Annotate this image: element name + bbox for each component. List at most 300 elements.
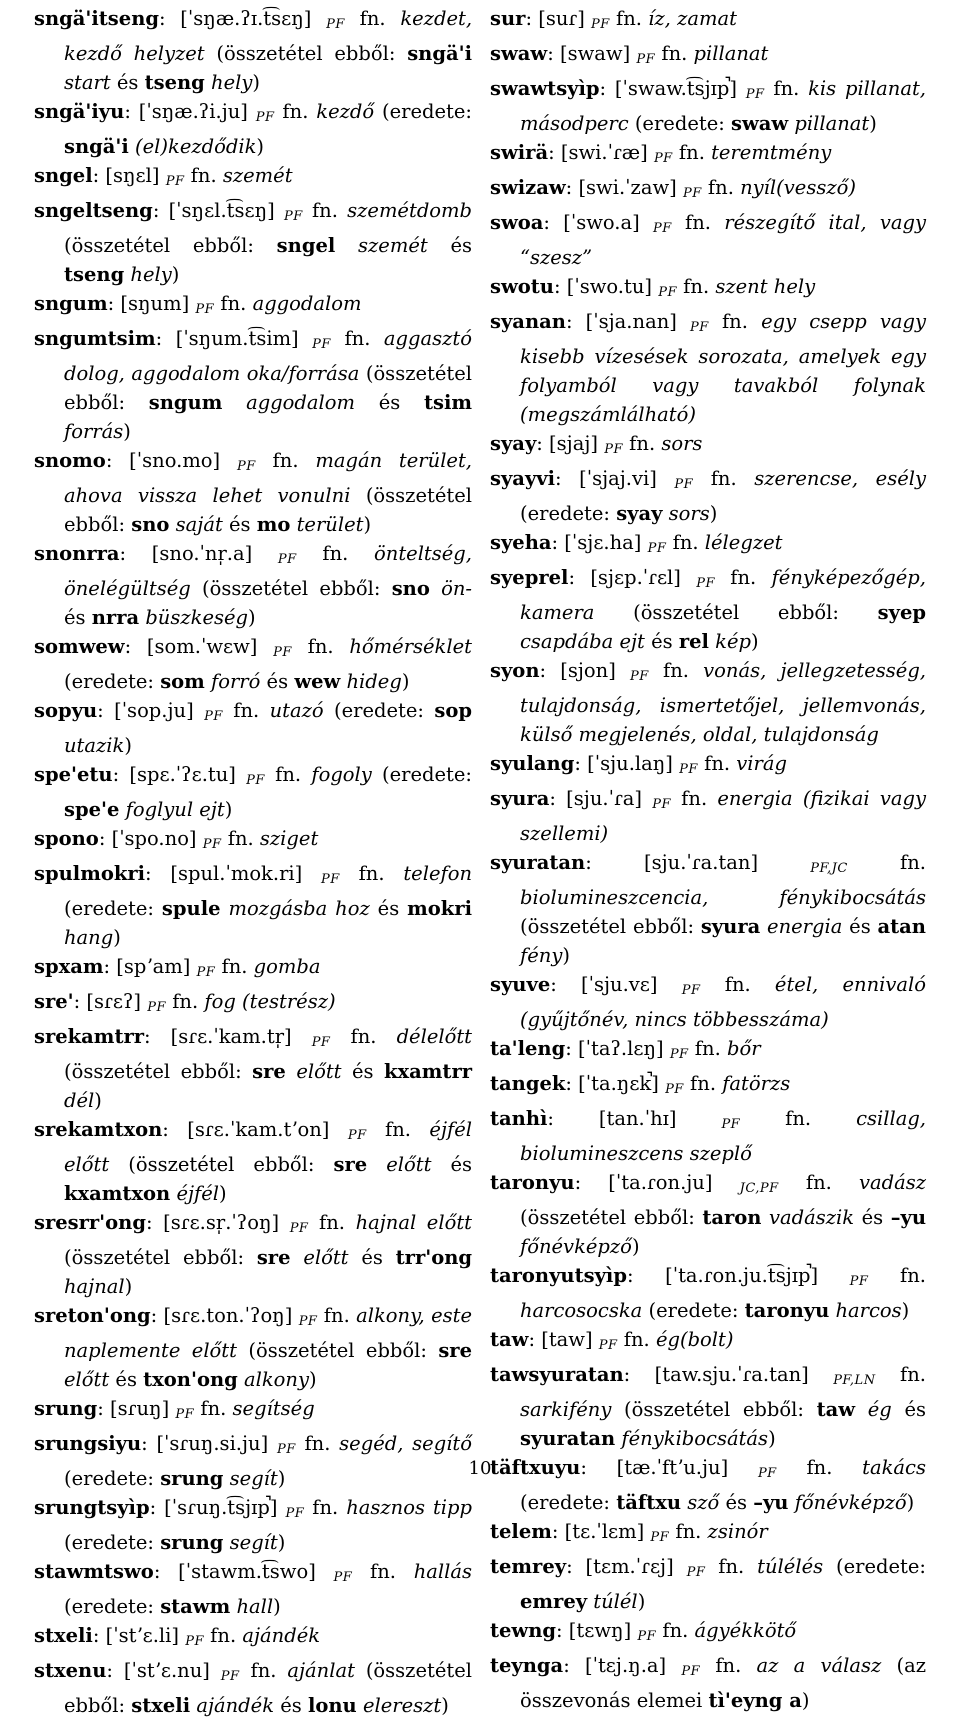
gloss: telefon: [403, 862, 472, 885]
headword: snomo: [34, 449, 106, 472]
reference-word: atan: [877, 915, 926, 938]
gloss: túlélés: [757, 1555, 824, 1578]
reference-word: sre: [256, 1246, 291, 1269]
entry-text: fn.: [670, 787, 718, 810]
dictionary-entry: [34, 196, 472, 289]
entry-text: fn.: [700, 1654, 757, 1677]
entry-text: ): [906, 1491, 915, 1514]
gloss: aggodalom: [252, 292, 362, 315]
entry-text: ): [124, 734, 132, 757]
entry-text: ): [768, 1427, 776, 1450]
entry-text: (összetétel ebből:: [64, 1659, 472, 1717]
entry-text: (eredete:: [64, 897, 162, 920]
dictionary-entry: [34, 324, 472, 446]
source-tag: PF: [220, 1669, 240, 1684]
entry-text: ): [869, 112, 877, 135]
headword: täftxuyu: [490, 1456, 581, 1479]
entry-text: : [sŋum]: [107, 292, 196, 315]
entry-text: és: [842, 915, 878, 938]
entry-text: : [sŋɛl]: [92, 164, 166, 187]
gloss: sors: [661, 432, 703, 455]
headword: telem: [490, 1520, 552, 1543]
entry-text: : [ˈstawm.t͡swo]: [153, 1560, 334, 1583]
entry-text: fn.: [296, 542, 375, 565]
gloss: hall: [236, 1595, 274, 1618]
entry-text: fn.: [693, 467, 755, 490]
headword: tewng: [490, 1619, 557, 1642]
gloss: nyíl(vessző): [740, 176, 856, 199]
entry-text: : [sɾɛʔ]: [73, 990, 148, 1013]
entry-text: fn.: [304, 1496, 347, 1519]
entry-text: fn.: [776, 1456, 863, 1479]
gloss: virág: [736, 752, 787, 775]
reference-word: srung: [160, 1531, 224, 1554]
gloss: szent hely: [715, 275, 816, 298]
entry-text: fn.: [740, 1107, 857, 1130]
source-tag: PF,JC: [810, 861, 848, 876]
entry-text: (eredete:: [64, 1531, 161, 1554]
headword: sngumtsim: [34, 327, 156, 350]
source-tag: PF: [311, 1035, 331, 1050]
gloss: hallás: [413, 1560, 473, 1583]
source-tag: PF: [604, 442, 623, 457]
dictionary-entry: [34, 952, 472, 987]
entry-text: fn.: [617, 1328, 656, 1351]
source-tag: PF: [681, 983, 701, 998]
gloss: fény: [520, 944, 563, 967]
gloss: zsinór: [707, 1520, 768, 1543]
entry-text: ): [252, 71, 260, 94]
reference-word: taronyu: [744, 1299, 830, 1322]
gloss: szerencse, esély: [754, 467, 926, 490]
gloss: délelőtt: [396, 1025, 473, 1048]
reference-word: txon'ong: [143, 1368, 238, 1391]
entry-text: és: [260, 670, 295, 693]
entry-text: [222, 391, 246, 414]
entry-text: ): [631, 1235, 640, 1258]
gloss: túlél: [593, 1590, 638, 1613]
entry-text: ): [224, 798, 233, 821]
headword: syuratan: [490, 851, 586, 874]
source-tag: PF: [202, 837, 222, 852]
headword: sngel: [34, 164, 93, 187]
gloss: pillanat: [693, 42, 769, 65]
entry-text: : [tɛwŋ]: [556, 1619, 638, 1642]
entry-text: ): [277, 1531, 286, 1554]
entry-text: fn.: [295, 1432, 340, 1455]
headword: stawmtswo: [34, 1560, 154, 1583]
dictionary-entry: [490, 1325, 926, 1360]
entry-text: fn.: [714, 566, 772, 589]
headword: srungtsyìp: [34, 1496, 150, 1519]
entry-text: ): [801, 1689, 810, 1712]
source-tag: PF: [849, 1274, 869, 1289]
entry-text: fn.: [222, 699, 270, 722]
reference-word: wew: [294, 670, 341, 693]
gloss: mozgásba hoz: [228, 897, 370, 920]
source-tag: PF: [204, 709, 223, 724]
gloss: harcosocska: [520, 1299, 643, 1322]
entry-text: fn.: [676, 275, 716, 298]
headword: spe'etu: [34, 763, 113, 786]
gloss: ajándék: [242, 1624, 321, 1647]
gloss: sors: [668, 502, 710, 525]
gloss: fatörzs: [722, 1072, 791, 1095]
reference-word: nrra: [91, 606, 140, 629]
reference-word: taw: [816, 1398, 856, 1421]
entry-text: ): [562, 944, 570, 967]
reference-word: sre: [252, 1060, 286, 1083]
source-tag: PF: [647, 541, 667, 556]
entry-text: ): [248, 606, 256, 629]
gloss: ég(bolt): [655, 1328, 734, 1351]
entry-text: (összetétel ebből:: [520, 915, 701, 938]
source-tag: PF: [196, 965, 216, 980]
entry-text: ): [94, 1089, 102, 1112]
dictionary-entry: [490, 208, 926, 272]
entry-text: (eredete:: [64, 670, 161, 693]
gloss: saját: [175, 513, 223, 536]
gloss: alkony, este naplemente előtt: [64, 1304, 472, 1362]
source-tag: PF: [195, 302, 215, 317]
reference-word: tì'eyng a: [708, 1689, 802, 1712]
source-tag: PF: [669, 1047, 689, 1062]
source-tag: PF: [681, 1664, 701, 1679]
source-tag: PF: [236, 459, 256, 474]
entry-text: fn.: [648, 659, 704, 682]
entry-text: (összetétel ebből:: [594, 601, 878, 624]
dictionary-entry: [490, 528, 926, 563]
headword: syuve: [490, 973, 551, 996]
gloss: kezdő: [316, 100, 375, 123]
entry-text: fn.: [330, 327, 384, 350]
reference-word: syuratan: [520, 1427, 616, 1450]
entry-text: fn.: [705, 1555, 758, 1578]
source-tag: PF: [696, 576, 715, 591]
entry-text: ): [273, 1595, 281, 1618]
gloss: főnévképző: [794, 1491, 907, 1514]
source-tag: PF: [276, 1442, 296, 1457]
gloss: sző: [687, 1491, 720, 1514]
headword: srekamtrr: [34, 1025, 144, 1048]
source-tag: PF: [674, 477, 694, 492]
headword: swizaw: [490, 176, 566, 199]
source-tag: PF: [653, 151, 673, 166]
reference-word: syura: [700, 915, 761, 938]
entry-text: fn.: [352, 1560, 414, 1583]
reference-word: –yu: [753, 1491, 789, 1514]
gloss: ajándék: [196, 1694, 275, 1717]
gloss: aggasztó dolog, aggodalom oka/forrása: [64, 327, 472, 385]
entry-text: és: [891, 1398, 926, 1421]
entry-text: (összetétel ebből:: [520, 1206, 703, 1229]
entry-text: : [ˈswo.tu]: [553, 275, 659, 298]
reference-word: rel: [678, 630, 709, 653]
headword: spulmokri: [34, 862, 146, 885]
entry-text: és: [427, 234, 472, 257]
gloss: fog (testrész): [204, 990, 336, 1013]
entry-text: fn.: [778, 1171, 859, 1194]
headword: sur: [490, 7, 526, 30]
reference-word: sno: [391, 577, 430, 600]
gloss: az a válasz: [756, 1654, 882, 1677]
entry-text: : [sju.ˈɾa]: [549, 787, 653, 810]
gloss: szemétdomb: [347, 199, 473, 222]
entry-text: : [ˈsŋæ.ʔɪ.t͡sɛŋ]: [159, 7, 327, 30]
entry-text: (eredete:: [628, 112, 731, 135]
headword: swoa: [490, 211, 544, 234]
source-tag: PF: [652, 797, 671, 812]
entry-text: fn.: [203, 1624, 243, 1647]
reference-word: kxamtxon: [64, 1182, 171, 1205]
headword: swotu: [490, 275, 554, 298]
entry-text: : [taw]: [528, 1328, 599, 1351]
gloss: fénykibocsátás: [621, 1427, 769, 1450]
entry-text: (összetétel ebből:: [64, 234, 277, 257]
dictionary-entry: [490, 1104, 926, 1168]
source-tag: PF: [652, 221, 672, 236]
entry-text: : [ˈstʼɛ.nu]: [106, 1659, 221, 1682]
entry-text: (eredete:: [823, 1555, 926, 1578]
gloss: önteltség, önelégültség: [64, 542, 472, 600]
gloss: vonás, jellegzetesség, tulajdonság, ismertetőjel, jellemvonás, külső megjelenés, oldal, tulajdonság: [520, 659, 926, 746]
gloss: teremtmény: [711, 141, 832, 164]
source-tag: PF: [326, 17, 345, 32]
entry-text: ): [750, 630, 759, 653]
gloss: kis pillanat, másodperc: [520, 77, 926, 135]
entry-text: : [sɾɛ.ˈkam.tr̩]: [144, 1025, 312, 1048]
entry-text: és: [348, 1246, 396, 1269]
reference-word: kxamtrr: [384, 1060, 472, 1083]
entry-text: ): [113, 926, 121, 949]
entry-text: ): [171, 263, 180, 286]
entry-text: fn.: [672, 141, 712, 164]
entry-text: ): [637, 1590, 646, 1613]
headword: tanhì: [490, 1107, 548, 1130]
reference-word: swaw: [731, 112, 789, 135]
entry-text: : [suɾ]: [525, 7, 592, 30]
source-tag: PF,LN: [833, 1373, 876, 1388]
dictionary-entry: [34, 1115, 472, 1208]
entry-text: : [ˈswo.a]: [543, 211, 653, 234]
headword: swawtsyìp: [490, 77, 600, 100]
dictionary-entry: [490, 970, 926, 1034]
headword: tangek: [490, 1072, 566, 1095]
entry-text: ): [256, 135, 265, 158]
entry-text: : [ˈswaw.t͡sjɪp̚]: [599, 77, 746, 100]
source-tag: PF: [665, 1082, 684, 1097]
headword: sngä'itseng: [34, 7, 160, 30]
entry-text: : [swi.ˈɾæ]: [548, 141, 654, 164]
gloss: energia (fizikai vagy szellemi): [520, 787, 926, 845]
headword: syulang: [490, 752, 575, 775]
reference-word: tseng: [144, 71, 205, 94]
entry-text: fn.: [700, 973, 775, 996]
dictionary-entry: [34, 1656, 472, 1720]
entry-text: (összetétel ebből:: [190, 577, 392, 600]
dictionary-entry: [34, 97, 472, 161]
headword: swaw: [490, 42, 548, 65]
gloss: hajnal: [64, 1275, 125, 1298]
source-tag: PF: [682, 186, 702, 201]
entry-text: : [ˈtɛj.ŋ.a]: [563, 1654, 682, 1677]
entry-text: fn.: [330, 1025, 397, 1048]
entry-text: (összetétel ebből:: [64, 362, 472, 414]
page-number: 10: [468, 1458, 492, 1479]
dictionary-entry: [490, 848, 926, 970]
entry-text: fn.: [264, 763, 312, 786]
headword: syeha: [490, 531, 552, 554]
reference-word: sngä'i: [407, 42, 472, 65]
source-tag: PF: [277, 552, 297, 567]
source-tag: PF: [658, 285, 677, 300]
entry-text: (eredete:: [642, 1299, 745, 1322]
gloss: dél: [64, 1089, 95, 1112]
gloss: étel, ennivaló (gyűjtőnév, nincs többesszáma): [520, 973, 926, 1031]
headword: taw: [490, 1328, 529, 1351]
entry-text: (eredete:: [64, 1595, 161, 1618]
headword: teynga: [490, 1654, 564, 1677]
gloss: segéd, segítő: [339, 1432, 472, 1455]
source-tag: PF: [636, 52, 656, 67]
gloss: hőmérséklet: [349, 635, 472, 658]
dictionary-entry: [34, 1493, 472, 1557]
entry-text: fn.: [255, 449, 316, 472]
headword: sngeltseng: [34, 199, 153, 222]
reference-word: spule: [161, 897, 221, 920]
dictionary-entry: [34, 4, 472, 97]
dictionary-entry: [34, 859, 472, 952]
reference-word: sngum: [148, 391, 223, 414]
gloss: alkony: [243, 1368, 309, 1391]
headword: syeprel: [490, 566, 569, 589]
gloss: hely: [211, 71, 253, 94]
gloss: előtt: [386, 1153, 432, 1176]
entry-text: fn.: [708, 310, 762, 333]
gloss: hasznos tipp: [346, 1496, 472, 1519]
dictionary-entry: [34, 1621, 472, 1656]
entry-text: fn.: [366, 1118, 430, 1141]
source-tag: PF: [347, 1128, 367, 1143]
entry-text: : [swaw]: [547, 42, 637, 65]
headword: ta'leng: [490, 1037, 566, 1060]
dictionary-entry: [34, 632, 472, 696]
entry-text: fn.: [669, 1520, 708, 1543]
dictionary-entry: [34, 446, 472, 539]
gloss: egy csepp vagy kisebb vízesések sorozata, amelyek egy folyamból vagy tavakból folynak (megszámlálható): [520, 310, 926, 426]
source-tag: PF: [165, 174, 185, 189]
reference-word: syay: [616, 502, 663, 525]
dictionary-entry: [490, 1034, 926, 1069]
gloss: ön-: [441, 577, 473, 600]
entry-text: fn.: [166, 990, 205, 1013]
source-tag: PF: [686, 1565, 706, 1580]
dictionary-entry: [490, 563, 926, 656]
entry-text: fn.: [764, 77, 809, 100]
entry-text: fn.: [847, 851, 926, 874]
source-tag: PF: [757, 1466, 777, 1481]
entry-text: : [ˈsju.vɛ]: [550, 973, 682, 996]
entry-text: [335, 234, 358, 257]
headword: srekamtxon: [34, 1118, 163, 1141]
source-tag: PF: [298, 1314, 318, 1329]
source-tag: PF: [745, 87, 765, 102]
gloss: pillanat: [794, 112, 870, 135]
gloss: fényképezőgép, kamera: [520, 566, 926, 624]
entry-text: (összetétel ebből:: [64, 484, 472, 536]
entry-text: : [sɾuŋ]: [97, 1397, 176, 1420]
gloss: előtt: [303, 1246, 349, 1269]
gloss: aggodalom: [246, 391, 355, 414]
entry-text: : [swi.ˈzaw]: [565, 176, 683, 199]
entry-text: : [sjaj]: [536, 432, 605, 455]
entry-text: ): [901, 1299, 910, 1322]
gloss: foglyul ejt: [125, 798, 225, 821]
dictionary-entry: [490, 1360, 926, 1453]
entry-text: fn.: [701, 176, 741, 199]
dictionary-entry: [490, 307, 926, 429]
gloss: büszkeség: [145, 606, 249, 629]
entry-text: : [sno.ˈnr̩.a]: [119, 542, 278, 565]
reference-word: mokri: [407, 897, 473, 920]
entry-text: fn.: [291, 635, 350, 658]
entry-text: és: [222, 513, 257, 536]
headword: sreton'ong: [34, 1304, 151, 1327]
gloss: íz, zamat: [648, 7, 737, 30]
dictionary-entry: [490, 272, 926, 307]
reference-word: spe'e: [64, 798, 120, 821]
gloss: segít: [229, 1467, 278, 1490]
dictionary-entry: [490, 1552, 926, 1616]
headword: tawsyuratan: [490, 1363, 624, 1386]
entry-text: fn.: [875, 1363, 926, 1386]
gloss: segít: [229, 1531, 278, 1554]
dictionary-entry: [490, 656, 926, 749]
entry-text: fn.: [302, 199, 348, 222]
reference-word: sno: [131, 513, 170, 536]
entry-text: (összetétel ebből:: [109, 1153, 334, 1176]
entry-text: : [ˈta.ŋɛk̚]: [565, 1072, 666, 1095]
entry-text: és: [854, 1206, 891, 1229]
reference-word: trr'ong: [395, 1246, 473, 1269]
entry-text: : [ˈsŋæ.ʔi.ju]: [124, 100, 256, 123]
headword: syanan: [490, 310, 566, 333]
dictionary-entry: [490, 1651, 926, 1715]
entry-text: fn.: [609, 7, 649, 30]
entry-text: : [ˈsop.ju]: [97, 699, 205, 722]
headword: taronyu: [490, 1171, 575, 1194]
headword: taronyutsyìp: [490, 1264, 627, 1287]
entry-text: (összetétel ebből:: [204, 42, 408, 65]
dictionary-entry: [490, 74, 926, 138]
entry-text: fn.: [868, 1264, 926, 1287]
entry-text: : [sjɛp.ˈɾɛl]: [568, 566, 697, 589]
entry-text: fn.: [214, 292, 253, 315]
entry-text: (eredete:: [520, 1491, 617, 1514]
dictionary-entry: [34, 987, 472, 1022]
dictionary-entry: [34, 161, 472, 196]
entry-text: és: [109, 1368, 144, 1391]
entry-text: és: [644, 630, 679, 653]
reference-word: lonu: [307, 1694, 357, 1717]
dictionary-entry: [490, 1069, 926, 1104]
gloss: bőr: [726, 1037, 761, 1060]
gloss: utazik: [64, 734, 125, 757]
gloss: kép: [715, 630, 751, 653]
source-tag: PF: [273, 645, 292, 660]
reference-word: taron: [702, 1206, 762, 1229]
reference-word: tseng: [64, 263, 125, 286]
